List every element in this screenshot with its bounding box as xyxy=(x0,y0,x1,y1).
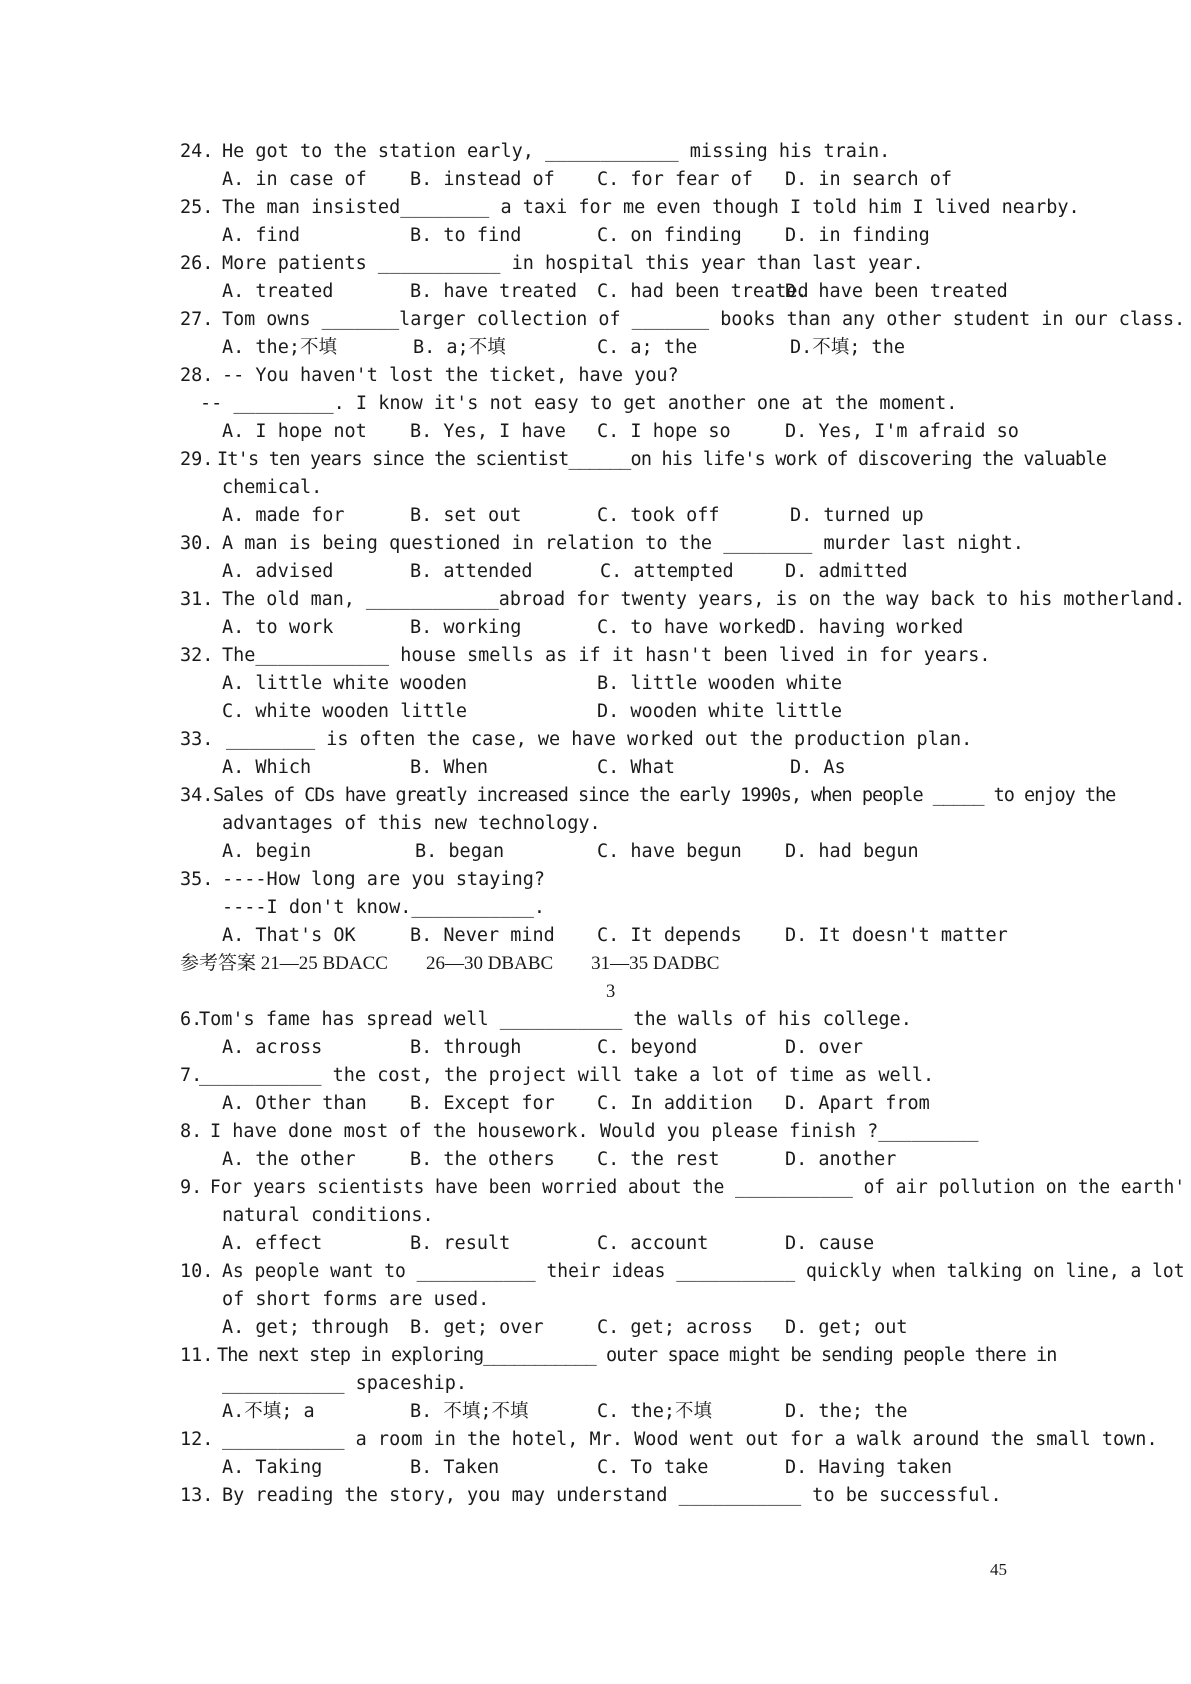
option-c: C. for fear of xyxy=(597,169,753,190)
option-d: D. over xyxy=(785,1037,863,1058)
option-b: B. working xyxy=(410,617,522,638)
question-text-cont: natural conditions. xyxy=(222,1205,434,1226)
option-c: C. had been treated xyxy=(597,281,809,302)
question-text: It's ten years since the scientist______on his life's work of discovering the valuable xyxy=(217,449,1107,470)
option-a: A. get; through xyxy=(222,1317,390,1338)
option-c: C. attempted xyxy=(600,561,734,582)
option-c: C. white wooden little xyxy=(222,701,468,722)
question-number: 34. xyxy=(180,785,214,806)
question-number: 9. xyxy=(180,1177,203,1198)
option-b: B. to find xyxy=(410,225,522,246)
option-c: C. to have worked xyxy=(597,617,787,638)
option-a: A. advised xyxy=(222,561,334,582)
option-b: B. began xyxy=(415,841,505,862)
question-text: By reading the story, you may understand ___________ to be successful. xyxy=(222,1485,1002,1506)
option-a: A. made for xyxy=(222,505,345,526)
answer-key: 参考答案 21—25 BDACC 26—30 DBABC 31—35 DADBC xyxy=(180,953,720,974)
option-b: B. have treated xyxy=(410,281,578,302)
option-d: D. cause xyxy=(785,1233,875,1254)
question-text: A man is being questioned in relation to the ________ murder last night. xyxy=(222,533,1024,554)
option-d: D. in finding xyxy=(785,225,930,246)
option-d: D.不填; the xyxy=(790,337,905,358)
option-a: A. across xyxy=(222,1037,323,1058)
option-d: D. wooden white little xyxy=(597,701,843,722)
option-c: C. a; the xyxy=(597,337,698,358)
option-a: A. Other than xyxy=(222,1093,367,1114)
question-number: 10. xyxy=(180,1261,214,1282)
option-b: B. Taken xyxy=(410,1457,500,1478)
question-text: The____________ house smells as if it hasn't been lived in for years. xyxy=(222,645,991,666)
option-c: C. To take xyxy=(597,1457,709,1478)
option-d: D. having worked xyxy=(785,617,964,638)
question-number: 31. xyxy=(180,589,214,610)
option-d: D. another xyxy=(785,1149,897,1170)
question-number: 29. xyxy=(180,449,214,470)
question-text-cont: advantages of this new technology. xyxy=(222,813,601,834)
option-a: A. the other xyxy=(222,1149,356,1170)
question-number: 24. xyxy=(180,141,214,162)
option-d: D. the; the xyxy=(785,1401,908,1422)
question-text: He got to the station early, ____________ missing his train. xyxy=(222,141,891,162)
option-a: A. Which xyxy=(222,757,312,778)
option-a: A. That's OK xyxy=(222,925,356,946)
option-b: B. Except for xyxy=(410,1093,555,1114)
section-number: 3 xyxy=(606,982,616,1002)
option-b: B. little wooden white xyxy=(597,673,843,694)
option-c: C. took off xyxy=(597,505,720,526)
option-d: D. had begun xyxy=(785,841,919,862)
question-text: ___________ a room in the hotel, Mr. Wood went out for a walk around the small town. xyxy=(222,1429,1158,1450)
option-a: A. Taking xyxy=(222,1457,323,1478)
question-text-cont: of short forms are used. xyxy=(222,1289,490,1310)
question-number: 7. xyxy=(180,1065,203,1086)
question-number: 11. xyxy=(180,1345,214,1366)
option-b: B. the others xyxy=(410,1149,555,1170)
question-text: Sales of CDs have greatly increased since the early 1990s, when people _____ to enjoy the xyxy=(213,785,1116,806)
option-a: A. I hope not xyxy=(222,421,367,442)
option-c: C. beyond xyxy=(597,1037,698,1058)
option-c: C. I hope so xyxy=(597,421,731,442)
option-b: B. instead of xyxy=(410,169,555,190)
page-number: 45 xyxy=(990,1560,1007,1579)
option-d: D. Having taken xyxy=(785,1457,953,1478)
option-a: A. the;不填 xyxy=(222,337,337,358)
dialogue-line: ----I don't know.___________. xyxy=(222,897,546,918)
option-a: A.不填; a xyxy=(222,1401,315,1422)
option-a: A. in case of xyxy=(222,169,367,190)
question-number: 13. xyxy=(180,1485,214,1506)
dialogue-line: -- _________. I know it's not easy to get another one at the moment. xyxy=(200,393,958,414)
option-c: C. account xyxy=(597,1233,709,1254)
option-b: B. through xyxy=(410,1037,522,1058)
option-d: D. Yes, I'm afraid so xyxy=(785,421,1019,442)
option-c: C. the;不填 xyxy=(597,1401,712,1422)
option-b: B. 不填;不填 xyxy=(410,1401,529,1422)
option-c: C. get; across xyxy=(597,1317,753,1338)
question-text: The next step in exploring___________ outer space might be sending people there in xyxy=(217,1345,1057,1366)
question-number: 28. xyxy=(180,365,214,386)
option-b: B. attended xyxy=(410,561,533,582)
option-a: A. find xyxy=(222,225,300,246)
option-d: D. admitted xyxy=(785,561,908,582)
option-a: A. begin xyxy=(222,841,312,862)
question-number: 27. xyxy=(180,309,214,330)
dialogue-line: -- You haven't lost the ticket, have you? xyxy=(222,365,679,386)
question-number: 12. xyxy=(180,1429,214,1450)
option-d: D. turned up xyxy=(790,505,924,526)
option-b: B. set out xyxy=(410,505,522,526)
option-c: C. the rest xyxy=(597,1149,720,1170)
option-b: B. get; over xyxy=(410,1317,544,1338)
question-text: I have done most of the housework. Would you please finish ?_________ xyxy=(210,1121,979,1142)
question-text: ___________ the cost, the project will take a lot of time as well. xyxy=(199,1065,935,1086)
option-d: D. It doesn't matter xyxy=(785,925,1008,946)
option-a: A. effect xyxy=(222,1233,323,1254)
option-d: D. Apart from xyxy=(785,1093,930,1114)
option-b: B. a;不填 xyxy=(413,337,506,358)
option-d: D. have been treated xyxy=(785,281,1008,302)
question-text: The old man, ____________abroad for twenty years, is on the way back to his motherland. xyxy=(222,589,1186,610)
option-b: B. result xyxy=(410,1233,511,1254)
question-text: As people want to ___________ their ideas ___________ quickly when talking on line, a lot xyxy=(222,1261,1185,1282)
option-a: A. little white wooden xyxy=(222,673,468,694)
question-number: 35. xyxy=(180,869,214,890)
question-number: 32. xyxy=(180,645,214,666)
question-number: 30. xyxy=(180,533,214,554)
option-b: B. Never mind xyxy=(410,925,555,946)
question-text: ________ is often the case, we have worked out the production plan. xyxy=(226,729,973,750)
option-c: C. It depends xyxy=(597,925,742,946)
option-d: D. in search of xyxy=(785,169,953,190)
question-number: 33. xyxy=(180,729,214,750)
option-b: B. Yes, I have xyxy=(410,421,566,442)
option-c: C. have begun xyxy=(597,841,742,862)
question-text: Tom owns _______larger collection of _______ books than any other student in our class. xyxy=(222,309,1186,330)
option-c: C. In addition xyxy=(597,1093,753,1114)
question-text: More patients ___________ in hospital this year than last year. xyxy=(222,253,924,274)
option-c: C. on finding xyxy=(597,225,742,246)
option-a: A. to work xyxy=(222,617,334,638)
option-b: B. When xyxy=(410,757,488,778)
option-d: D. As xyxy=(790,757,846,778)
option-c: C. What xyxy=(597,757,675,778)
question-number: 25. xyxy=(180,197,214,218)
question-text-cont: chemical. xyxy=(222,477,323,498)
dialogue-line: ----How long are you staying? xyxy=(222,869,546,890)
option-a: A. treated xyxy=(222,281,334,302)
option-d: D. get; out xyxy=(785,1317,908,1338)
question-text: Tom's fame has spread well ___________ the walls of his college. xyxy=(199,1009,912,1030)
question-number: 26. xyxy=(180,253,214,274)
question-text-cont: ___________ spaceship. xyxy=(222,1373,468,1394)
question-text: For years scientists have been worried about the ___________ of air pollution on the earth' xyxy=(210,1177,1186,1198)
question-text: The man insisted________ a taxi for me even though I told him I lived nearby. xyxy=(222,197,1080,218)
question-number: 6. xyxy=(180,1009,203,1030)
question-number: 8. xyxy=(180,1121,203,1142)
